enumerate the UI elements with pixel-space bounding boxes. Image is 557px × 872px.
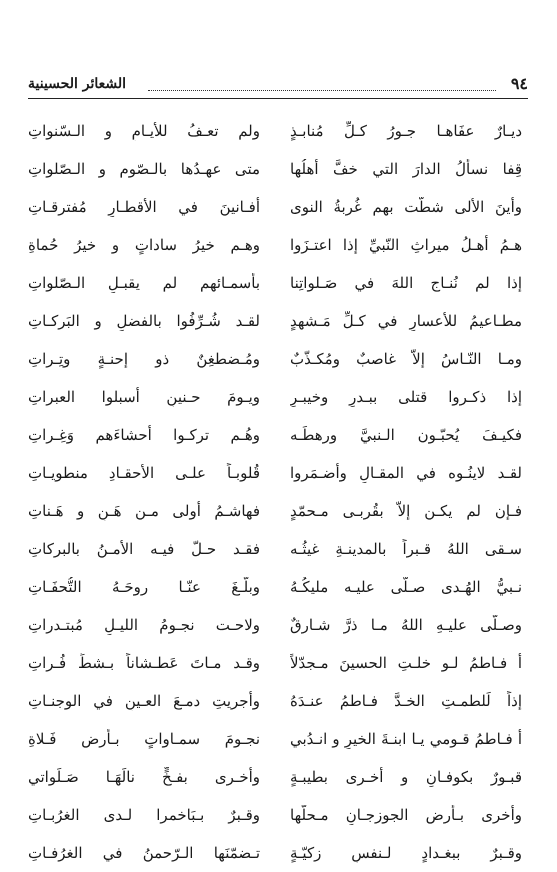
verse-second-hemistich: نجـومَ سمـاواتٍ بـأرضِ فَـلاةِ <box>28 730 260 748</box>
verse-second-hemistich: لقـد شُـرِّفُوا بالفضلِ و البَركـاتِ <box>28 312 260 330</box>
verse-couplet <box>28 226 528 264</box>
verse-second-hemistich: ومُـضطغِنٌ ذو إحنـةٍ وتِـراتِ <box>28 350 260 368</box>
verse-first-hemistich: ديـارٌ عفَاهـا جـورُ كـلِّ مُنابـذٍ <box>290 122 522 140</box>
verse-first-hemistich: أ فـاطمُ قـومي يـا ابنـةَ الخيرِ و انـدُبي <box>290 730 522 748</box>
verse-second-hemistich: تـضمّنَها الـرّحمنُ في الغرُفـاتِ <box>28 844 260 862</box>
verse-first-hemistich: فـإن لم يكـن إلاّ بقُربـى مـحمّدٍ <box>290 502 522 520</box>
verse-couplet <box>28 378 528 416</box>
verse-first-hemistich: لقـد لاينُـوه في المقـالِ وأضـمَروا <box>290 464 522 482</box>
header-dotted-leader <box>148 90 496 91</box>
verse-couplet <box>28 150 528 188</box>
verse-first-hemistich: وقـبرٌ ببغـدادٍ لـنفسٍ زكيّـةٍ <box>290 844 522 862</box>
verse-couplet <box>28 264 528 302</box>
verse-first-hemistich: فكيـفَ يُحبّـون الـنبيَّ ورهطَـه <box>290 426 522 444</box>
verse-second-hemistich: وبلّـغَ عنّـا روحَـهُ التُّحفَـاتِ <box>28 578 260 596</box>
verse-first-hemistich: قِفا نسألُ الدارَ التي خفَّ أهلُها <box>290 160 522 178</box>
verse-couplet <box>28 112 528 150</box>
verse-couplet <box>28 644 528 682</box>
verse-couplet <box>28 568 528 606</box>
verse-second-hemistich: ولم تعـفُ للأيـامِ و الـسّنواتِ <box>28 122 260 140</box>
verse-couplet <box>28 834 528 872</box>
verse-first-hemistich: وأُخرى بـأرضِ الجوزجـانِ مـحلُّها <box>290 806 522 824</box>
verse-second-hemistich: وقـبرٌ بـبَاخمرا لـدى الغرُبـاتِ <box>28 806 260 824</box>
verse-couplet <box>28 796 528 834</box>
verse-second-hemistich: وهـم خيرُ ساداتٍ و خيرُ حُماةِ <box>28 236 260 254</box>
verse-second-hemistich: قُلوبـاً علـى الأحقـادِ منطويـاتِ <box>28 464 260 482</box>
page-number: ٩٤ <box>510 74 528 93</box>
verse-couplet <box>28 606 528 644</box>
verse-couplet <box>28 720 528 758</box>
verse-first-hemistich: قبـورٌ بكوفـانٍ و أُخـرى بطيبـةٍ <box>290 768 522 786</box>
verse-couplet <box>28 454 528 492</box>
verse-couplet <box>28 530 528 568</box>
verse-couplet <box>28 416 528 454</box>
verse-first-hemistich: وأينَ الأُلى شطّت بهم غُربةُ النوى <box>290 198 522 216</box>
verse-second-hemistich: وهُـم تركـوا أحشاءَهم وَغِـراتِ <box>28 426 260 444</box>
page-header <box>28 76 528 100</box>
verse-first-hemistich: إذاً لَلطمـتِ الخـدَّ فـاطمُ عنـدَهُ <box>290 692 522 710</box>
verse-second-hemistich: أفـانينَ في الأقطـارِ مُفترقـاتِ <box>28 198 260 216</box>
verse-couplet <box>28 758 528 796</box>
verse-first-hemistich: إذا لم نُنـاجِ اللهَ في صَـلواتِنا <box>290 274 522 292</box>
verse-first-hemistich: نـبيُّ الهُـدى صـلّى عليـه مليكُـهُ <box>290 578 522 596</box>
verse-second-hemistich: ويـومَ حـنينٍ أسبلوا العبراتِ <box>28 388 260 406</box>
verse-couplet <box>28 302 528 340</box>
verse-first-hemistich: أ فـاطمُ لـو خلـتِ الحسينَ مـجدّلاً <box>290 654 522 672</box>
verse-couplet <box>28 340 528 378</box>
verse-second-hemistich: متى عهـدُها بالـصّوم و الـصّلواتِ <box>28 160 260 178</box>
verse-second-hemistich: وقـد مـاتَ عَطـشاناً بـشطِّ فُـراتِ <box>28 654 260 672</box>
verse-second-hemistich: فهاشـمُ أولى مـن هَـنٍ و هَـناتِ <box>28 502 260 520</box>
verse-second-hemistich: وأجريتِ دمـعَ العـينِ في الوجنـاتِ <box>28 692 260 710</box>
verse-couplet <box>28 492 528 530</box>
verse-first-hemistich: هـمُ أهـلُ ميراثِ النّبيِّ إذا اعتـزَوا <box>290 236 522 254</box>
poem-body <box>28 112 528 872</box>
verse-couplet <box>28 188 528 226</box>
verse-first-hemistich: إذا ذكـروا قتلى ببـدرٍ وخيبـرٍ <box>290 388 522 406</box>
verse-first-hemistich: وصـلّى عليـهِ اللهُ مـا ذرَّ شـارقٌ <box>290 616 522 634</box>
verse-second-hemistich: ولاحـت نجـومُ الليـلِ مُبتـدراتِ <box>28 616 260 634</box>
verse-second-hemistich: بأسمـائهم لم يقبـلِ الـصّلواتِ <box>28 274 260 292</box>
header-rule <box>28 98 528 99</box>
verse-couplet <box>28 682 528 720</box>
running-title: الشعائر الحسينية <box>28 76 127 92</box>
verse-second-hemistich: فقـد حـلّ فيـه الأمـنُ بالبركاتِ <box>28 540 260 558</box>
verse-second-hemistich: وأُخـرى بفـخٍّ نالَهَـا صَـلَواتي <box>28 768 260 786</box>
verse-first-hemistich: ومـا النّـاسُ إلاّ غاصبٌ ومُكـذّبٌ <box>290 350 522 368</box>
verse-first-hemistich: مطـاعيمُ للأعسارِ في كـلِّ مَـشهدٍ <box>290 312 522 330</box>
verse-first-hemistich: سـقى اللهُ قـبراً بالمدينـةِ غيثُـه <box>290 540 522 558</box>
